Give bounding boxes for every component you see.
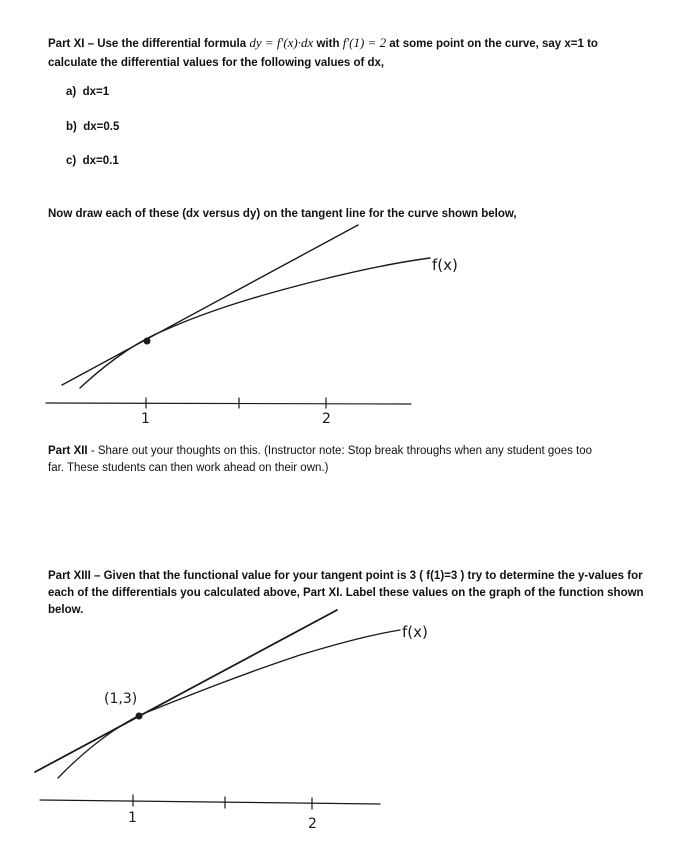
part-xiii-label: Part XIII [48,570,91,582]
part-xi-line2: calculate the differential values for the following values of dx, [48,57,385,69]
graph2-curve-label: f(x) [402,623,428,641]
part-xi-tail: at some point on the curve, say x=1 to [389,38,598,50]
item-c-letter: c) [66,155,77,167]
graph2-tangent-line [35,610,337,772]
part-xiii-line1 [48,568,668,585]
part-xii-text: - Share out your thoughts on this. (Instructor note: Stop break throughs when any student goes too [87,445,593,457]
item-a-letter: a) [66,86,77,98]
graph1-curve-label: f(x) [432,256,458,274]
graph2-tick-label-2: 2 [308,816,317,832]
graph1-tick-label-2: 2 [322,411,331,427]
graph2-point-label: (1,3) [104,691,138,707]
part-xi-lead: Use the differential formula [97,38,247,50]
draw-instruction: Now draw each of these (dx versus dy) on the tangent line for the curve shown below, [48,208,517,220]
part-xii-line1 [48,443,668,460]
part-xiii-line2: each of the differentials you calculated above, Part XI. Label these values on the graph of the function shown [48,587,644,599]
graph1-x-axis [46,403,411,404]
derivative-condition: f′(1) = 2 [342,35,387,50]
differential-formula: dy = f′(x)·dx [249,35,314,50]
graph2-tick-label-1: 1 [128,810,137,826]
graph2-x-axis [40,800,380,804]
with-word: with [316,38,340,50]
graph1-tangent-line [62,225,358,385]
item-c-value: dx=0.1 [82,155,119,167]
item-b-value: dx=0.5 [83,121,120,133]
graph1-tick-label-1: 1 [141,411,150,427]
part-xi-dash: – [84,38,98,50]
item-b-letter: b) [66,121,77,133]
part-xiii-text1: – Given that the functional value for your tangent point is 3 ( f(1)=3 ) try to determine the y-values for [90,570,643,582]
graph1-tangent-point [144,338,151,345]
item-a-value: dx=1 [82,86,110,98]
graph2-tangent-point [136,713,143,720]
part-xii-label: Part XII [48,445,88,457]
graph1-curve [80,258,430,388]
part-xii-line2: far. These students can then work ahead on their own.) [48,462,329,474]
part-xi-label: Part XI [48,38,85,50]
part-xiii-line3: below. [48,604,84,616]
